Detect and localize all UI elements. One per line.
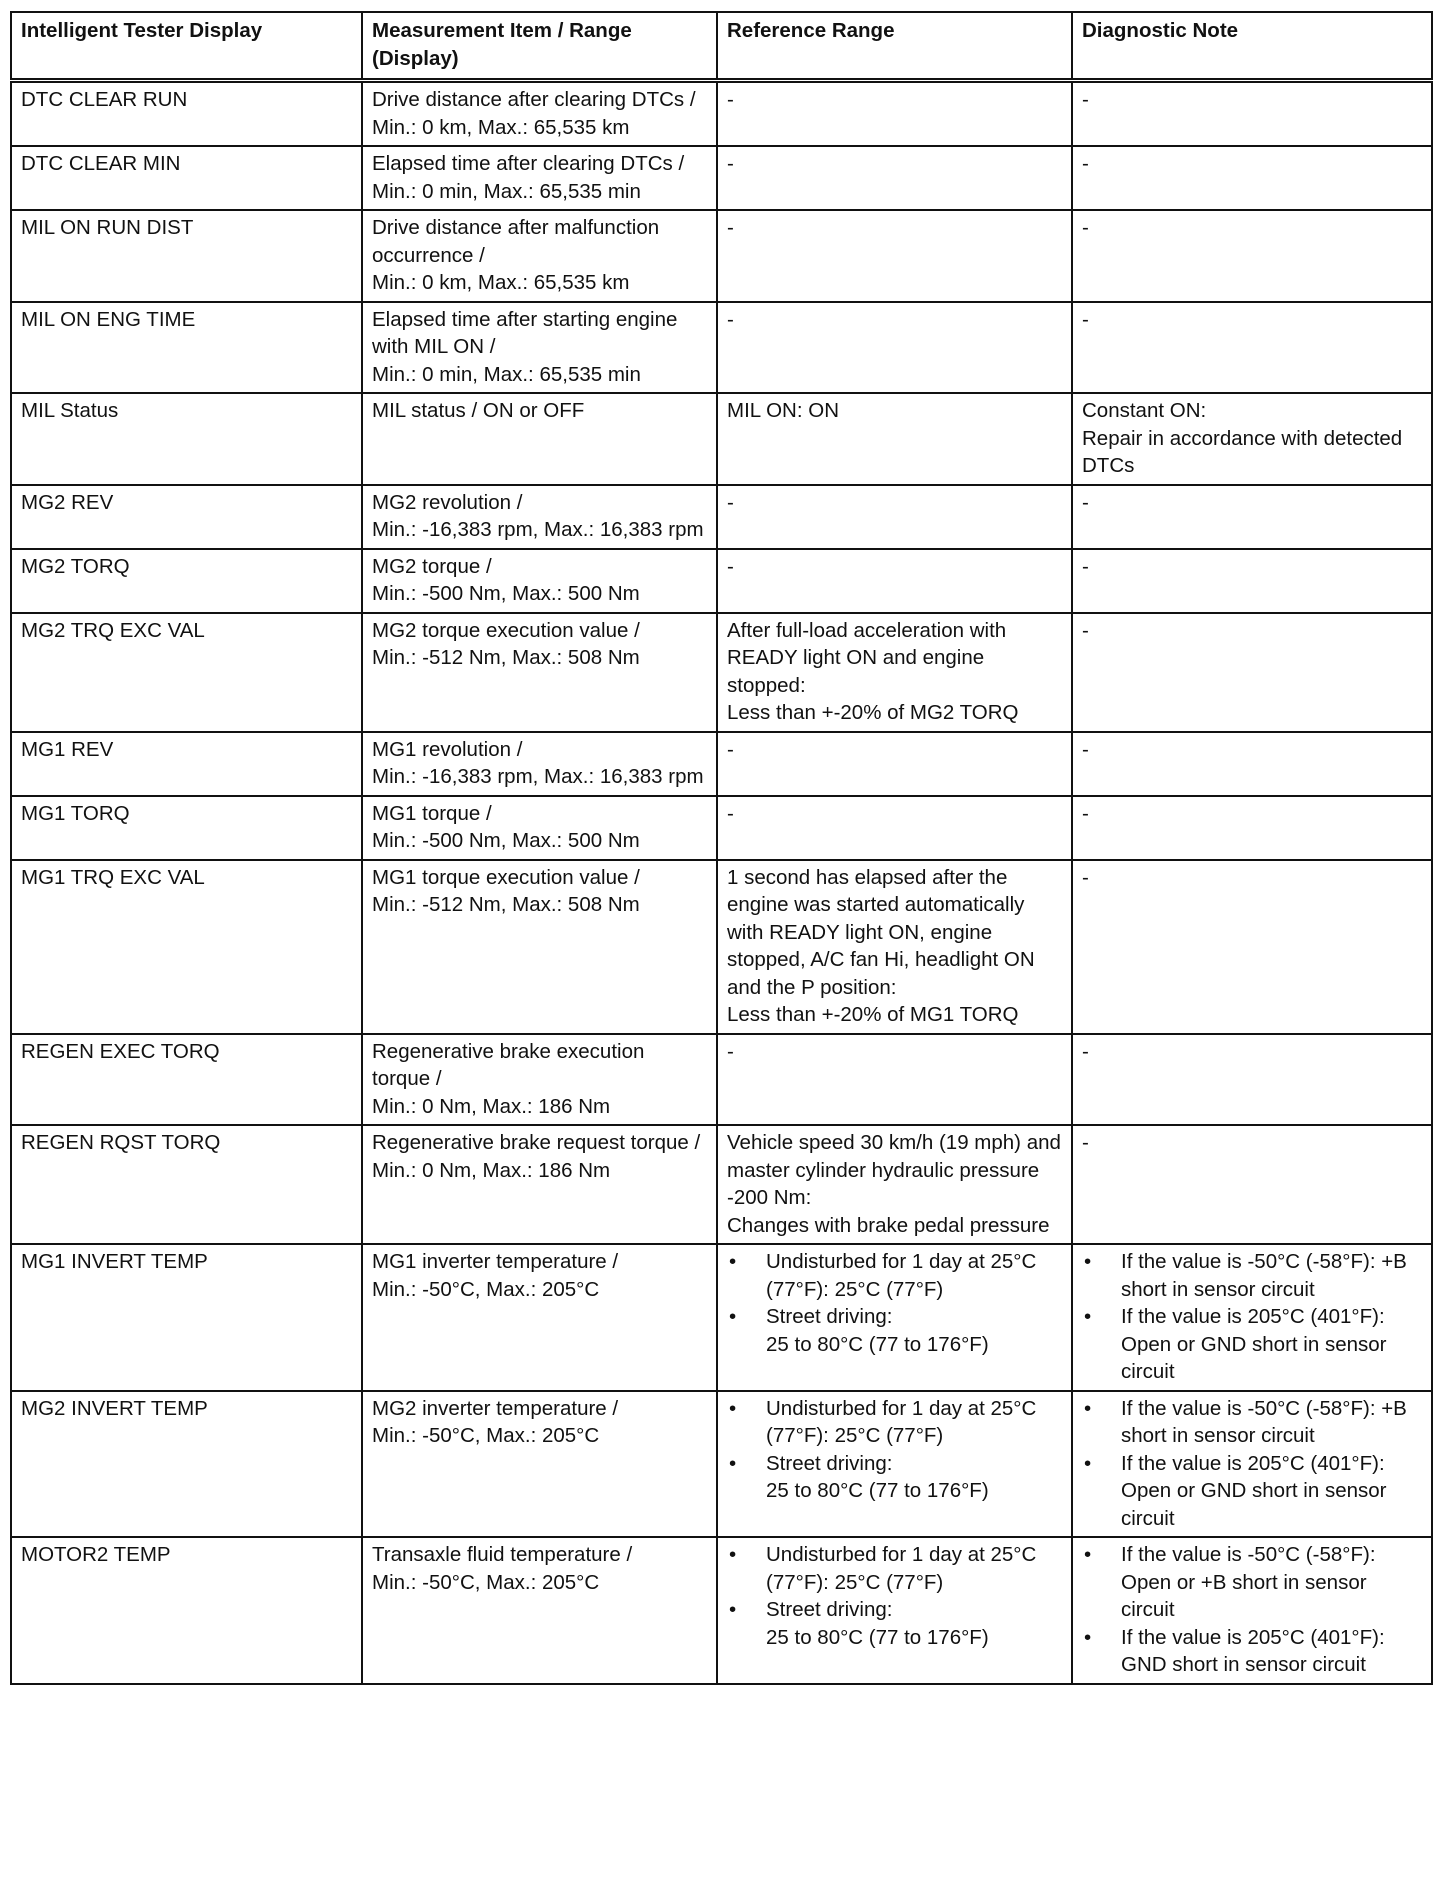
bullet-item: • If the value is -50°C (-58°F): +B short in sensor circuit — [1082, 1395, 1423, 1450]
cell-diagnostic-note-line: - — [1082, 1039, 1089, 1063]
cell-tester-display: MG1 INVERT TEMP — [11, 1244, 362, 1391]
cell-measurement-line: Min.: 0 min, Max.: 65,535 min — [372, 179, 641, 203]
cell-reference-range — [717, 613, 1072, 732]
cell-measurement — [362, 796, 717, 860]
bullet-list — [727, 1395, 1063, 1505]
cell-measurement-line: Min.: -16,383 rpm, Max.: 16,383 rpm — [372, 518, 704, 541]
header-diagnostic-note: Diagnostic Note — [1072, 12, 1432, 81]
cell-diagnostic-note — [1072, 796, 1432, 860]
cell-measurement-line: MG1 torque execution value / — [372, 865, 640, 889]
cell-measurement-line: Regenerative brake request torque / — [372, 1131, 701, 1154]
table-row — [11, 146, 1432, 210]
table-row — [11, 210, 1432, 302]
cell-diagnostic-note-line: - — [1082, 737, 1089, 761]
cell-measurement-line: Min.: -512 Nm, Max.: 508 Nm — [372, 893, 640, 916]
cell-reference-range-line: - — [727, 307, 734, 331]
cell-diagnostic-note — [1072, 1034, 1432, 1126]
cell-tester-display: MG1 TRQ EXC VAL — [11, 860, 362, 1034]
cell-measurement-line: Min.: 0 km, Max.: 65,535 km — [372, 271, 630, 294]
cell-diagnostic-note-line: - — [1082, 490, 1089, 514]
cell-reference-range-line: - — [727, 801, 734, 825]
bullet-list — [1082, 1248, 1423, 1386]
cell-reference-range — [717, 485, 1072, 549]
cell-diagnostic-note — [1072, 1537, 1432, 1684]
cell-diagnostic-note — [1072, 485, 1432, 549]
cell-measurement — [362, 1034, 717, 1126]
cell-measurement-line: MG1 inverter temperature / — [372, 1250, 619, 1273]
cell-tester-display: MG1 TORQ — [11, 796, 362, 860]
header-row — [11, 12, 1432, 81]
cell-tester-display: MIL ON RUN DIST — [11, 210, 362, 302]
bullet-item: • Street driving: 25 to 80°C (77 to 176°F) — [727, 1303, 1063, 1358]
cell-reference-range-line: - — [727, 152, 734, 175]
cell-diagnostic-note — [1072, 393, 1432, 485]
cell-measurement — [362, 1537, 717, 1684]
cell-reference-range-line: Vehicle speed 30 km/h (19 mph) and master cylinder hydraulic pressure -200 Nm: — [727, 1131, 1061, 1209]
table-body — [11, 81, 1432, 1684]
table-row — [11, 1034, 1432, 1126]
table-row — [11, 1244, 1432, 1391]
cell-tester-display: REGEN EXEC TORQ — [11, 1034, 362, 1126]
cell-diagnostic-note-line: - — [1082, 216, 1089, 239]
cell-reference-range-line: After full-load acceleration with READY light ON and engine stopped: — [727, 618, 1007, 697]
cell-diagnostic-note-line: - — [1082, 1131, 1089, 1154]
cell-measurement — [362, 81, 717, 147]
cell-diagnostic-note-line: - — [1082, 865, 1089, 889]
cell-measurement-line: Min.: 0 Nm, Max.: 186 Nm — [372, 1158, 611, 1182]
header-measurement-item: Measurement Item / Range (Display) — [362, 12, 717, 81]
bullet-item: • If the value is 205°C (401°F): GND short in sensor circuit — [1082, 1624, 1423, 1679]
cell-tester-display: MIL ON ENG TIME — [11, 302, 362, 394]
cell-tester-display: MG2 REV — [11, 485, 362, 549]
cell-measurement — [362, 485, 717, 549]
table-row — [11, 1391, 1432, 1538]
cell-measurement-line: Min.: -512 Nm, Max.: 508 Nm — [372, 646, 640, 669]
cell-reference-range — [717, 549, 1072, 613]
bullet-item: • Undisturbed for 1 day at 25°C (77°F): 25°C (77°F) — [727, 1541, 1063, 1596]
data-list-table — [10, 11, 1433, 1685]
cell-diagnostic-note — [1072, 302, 1432, 394]
cell-reference-range — [717, 81, 1072, 147]
cell-reference-range-line: Less than +-20% of MG1 TORQ — [727, 1003, 1019, 1026]
bullet-item: • If the value is 205°C (401°F): Open or GND short in sensor circuit — [1082, 1303, 1423, 1386]
cell-measurement-line: MG2 revolution / — [372, 490, 523, 514]
cell-diagnostic-note — [1072, 549, 1432, 613]
table-row — [11, 1125, 1432, 1244]
cell-reference-range — [717, 1391, 1072, 1538]
bullet-list — [727, 1541, 1063, 1651]
cell-measurement — [362, 860, 717, 1034]
cell-measurement-line: Drive distance after clearing DTCs / — [372, 88, 696, 111]
cell-tester-display: REGEN RQST TORQ — [11, 1125, 362, 1244]
table-header — [11, 12, 1432, 81]
table-row — [11, 485, 1432, 549]
cell-diagnostic-note-line: Repair in accordance with detected DTCs — [1082, 426, 1403, 477]
cell-measurement-line: Transaxle fluid temperature / — [372, 1543, 633, 1566]
cell-reference-range — [717, 146, 1072, 210]
cell-diagnostic-note — [1072, 1125, 1432, 1244]
table-row — [11, 81, 1432, 147]
cell-diagnostic-note-line: - — [1082, 307, 1089, 331]
cell-measurement-line: Min.: -50°C, Max.: 205°C — [372, 1570, 600, 1594]
cell-measurement-line: Elapsed time after starting engine with MIL ON / — [372, 307, 678, 358]
cell-measurement-line: MIL status / ON or OFF — [372, 399, 585, 422]
cell-reference-range-line: - — [727, 737, 734, 761]
cell-diagnostic-note-line: - — [1082, 88, 1089, 111]
cell-reference-range — [717, 860, 1072, 1034]
cell-measurement-line: MG2 torque execution value / — [372, 618, 640, 642]
cell-reference-range-line: - — [727, 216, 734, 239]
cell-measurement — [362, 732, 717, 796]
table-row — [11, 613, 1432, 732]
cell-diagnostic-note — [1072, 732, 1432, 796]
bullet-list — [1082, 1541, 1423, 1679]
cell-tester-display: MG2 TRQ EXC VAL — [11, 613, 362, 732]
cell-diagnostic-note-line: - — [1082, 152, 1089, 175]
table-row — [11, 549, 1432, 613]
cell-tester-display: DTC CLEAR RUN — [11, 81, 362, 147]
cell-diagnostic-note-line: - — [1082, 554, 1089, 578]
cell-measurement-line: Elapsed time after clearing DTCs / — [372, 152, 685, 175]
cell-measurement-line: Min.: -50°C, Max.: 205°C — [372, 1424, 600, 1447]
cell-reference-range — [717, 393, 1072, 485]
cell-reference-range-line: Changes with brake pedal pressure — [727, 1213, 1050, 1237]
cell-tester-display: MG1 REV — [11, 732, 362, 796]
cell-measurement — [362, 146, 717, 210]
cell-reference-range — [717, 1125, 1072, 1244]
cell-measurement-line: Min.: 0 min, Max.: 65,535 min — [372, 362, 641, 386]
table-row — [11, 732, 1432, 796]
cell-reference-range — [717, 210, 1072, 302]
cell-diagnostic-note-line: - — [1082, 618, 1089, 642]
cell-measurement — [362, 210, 717, 302]
cell-measurement — [362, 1244, 717, 1391]
cell-diagnostic-note — [1072, 146, 1432, 210]
cell-reference-range-line: 1 second has elapsed after the engine was started automatically with READY light ON, engine stopped, A/C fan Hi, headlight ON and the P position: — [727, 865, 1035, 999]
bullet-item: • Street driving: 25 to 80°C (77 to 176°F) — [727, 1596, 1063, 1651]
cell-tester-display: DTC CLEAR MIN — [11, 146, 362, 210]
cell-measurement-line: Drive distance after malfunction occurrence / — [372, 216, 660, 267]
cell-measurement — [362, 1125, 717, 1244]
cell-measurement-line: Min.: 0 km, Max.: 65,535 km — [372, 115, 630, 139]
cell-measurement — [362, 393, 717, 485]
cell-reference-range — [717, 732, 1072, 796]
cell-reference-range — [717, 302, 1072, 394]
cell-diagnostic-note-line: - — [1082, 801, 1089, 825]
cell-reference-range — [717, 796, 1072, 860]
cell-diagnostic-note-line: Constant ON: — [1082, 399, 1207, 422]
cell-diagnostic-note — [1072, 860, 1432, 1034]
table-row — [11, 860, 1432, 1034]
cell-tester-display: MIL Status — [11, 393, 362, 485]
bullet-item: • If the value is -50°C (-58°F): +B short in sensor circuit — [1082, 1248, 1423, 1303]
cell-diagnostic-note — [1072, 613, 1432, 732]
cell-measurement-line: Min.: -500 Nm, Max.: 500 Nm — [372, 582, 640, 605]
cell-reference-range-line: Less than +-20% of MG2 TORQ — [727, 701, 1019, 724]
cell-tester-display: MG2 TORQ — [11, 549, 362, 613]
bullet-item: • If the value is 205°C (401°F): Open or GND short in sensor circuit — [1082, 1450, 1423, 1533]
bullet-item: • Undisturbed for 1 day at 25°C (77°F): 25°C (77°F) — [727, 1395, 1063, 1450]
cell-reference-range-line: - — [727, 1039, 734, 1063]
cell-measurement-line: Min.: -500 Nm, Max.: 500 Nm — [372, 829, 640, 852]
cell-measurement — [362, 1391, 717, 1538]
cell-tester-display: MG2 INVERT TEMP — [11, 1391, 362, 1538]
table-row — [11, 796, 1432, 860]
bullet-list — [1082, 1395, 1423, 1533]
cell-diagnostic-note — [1072, 81, 1432, 147]
cell-diagnostic-note — [1072, 1244, 1432, 1391]
cell-reference-range-line: MIL ON: ON — [727, 399, 839, 422]
cell-diagnostic-note — [1072, 1391, 1432, 1538]
cell-measurement-line: Min.: -50°C, Max.: 205°C — [372, 1277, 600, 1301]
bullet-item: • Street driving: 25 to 80°C (77 to 176°F) — [727, 1450, 1063, 1505]
cell-reference-range — [717, 1034, 1072, 1126]
cell-tester-display: MOTOR2 TEMP — [11, 1537, 362, 1684]
cell-reference-range-line: - — [727, 490, 734, 514]
header-tester-display: Intelligent Tester Display — [11, 12, 362, 81]
cell-measurement-line: MG2 inverter temperature / — [372, 1396, 619, 1420]
bullet-list — [727, 1248, 1063, 1358]
cell-reference-range-line: - — [727, 554, 734, 578]
cell-measurement-line: Min.: 0 Nm, Max.: 186 Nm — [372, 1094, 611, 1118]
table-row — [11, 393, 1432, 485]
cell-measurement — [362, 613, 717, 732]
table-row — [11, 1537, 1432, 1684]
cell-reference-range-line: - — [727, 88, 734, 111]
cell-reference-range — [717, 1537, 1072, 1684]
header-reference-range: Reference Range — [717, 12, 1072, 81]
cell-measurement-line: MG1 revolution / — [372, 737, 523, 761]
table-row — [11, 302, 1432, 394]
cell-measurement-line: MG2 torque / — [372, 554, 492, 578]
cell-measurement-line: MG1 torque / — [372, 801, 492, 825]
cell-diagnostic-note — [1072, 210, 1432, 302]
bullet-item: • Undisturbed for 1 day at 25°C (77°F): 25°C (77°F) — [727, 1248, 1063, 1303]
cell-measurement-line: Regenerative brake execution torque / — [372, 1039, 645, 1090]
cell-measurement — [362, 302, 717, 394]
bullet-item: • If the value is -50°C (-58°F): Open or +B short in sensor circuit — [1082, 1541, 1423, 1624]
cell-measurement-line: Min.: -16,383 rpm, Max.: 16,383 rpm — [372, 765, 704, 788]
cell-reference-range — [717, 1244, 1072, 1391]
cell-measurement — [362, 549, 717, 613]
